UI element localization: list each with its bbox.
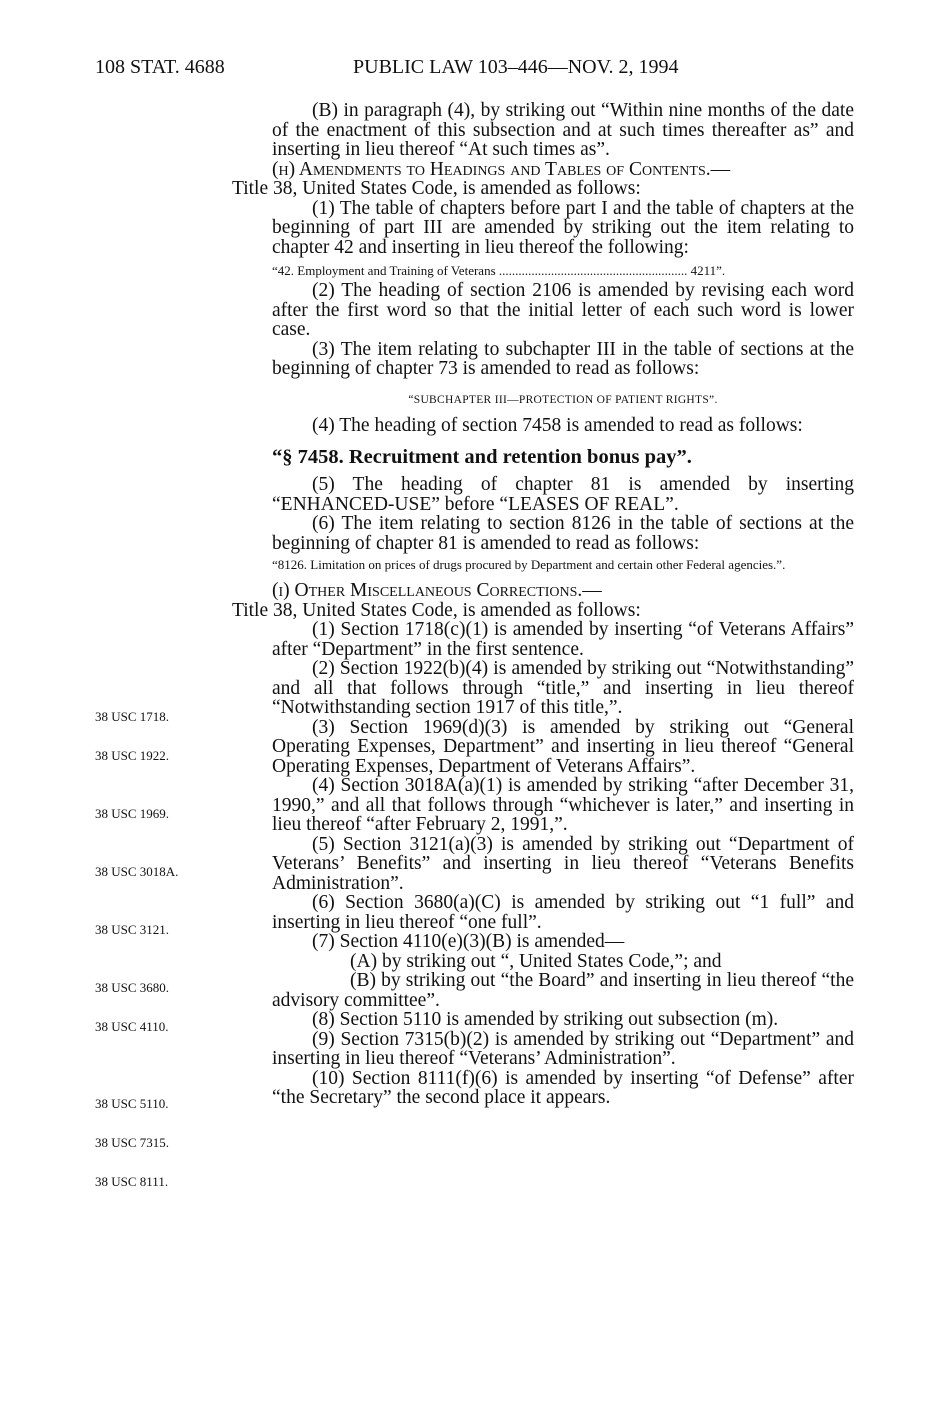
para-i1: (1) Section 1718(c)(1) is amended by inserting “of Veterans Affairs” after “Department” in the first sentence.: [272, 619, 854, 660]
page-header: [95, 56, 883, 86]
para-i7: (7) Section 4110(e)(3)(B) is amended—: [312, 931, 625, 952]
para-h6: (6) The item relating to section 8126 in the table of sections at the beginning of chapter 81 is amended to read as follows:: [272, 513, 854, 554]
margin-note: 38 USC 3680.: [95, 980, 170, 995]
margin-note: 38 USC 8111.: [95, 1174, 169, 1189]
para-i5: (5) Section 3121(a)(3) is amended by striking out “Department of Veterans’ Benefits” and inserting in lieu thereof “Veterans Benefits Administration”.: [272, 833, 854, 894]
para-i7b: (B) by striking out “the Board” and inserting in lieu thereof “the advisory committee”.: [272, 970, 854, 1011]
margin-note: 38 USC 4110.: [95, 1019, 169, 1034]
margin-note: 38 USC 3018A.: [95, 864, 179, 879]
para-b-paragraph-4: (B) in paragraph (4), by striking out “Within nine months of the date of the enactment of this subsection and at such times thereafter as” and inserting in lieu thereof “At such times as”.: [272, 100, 854, 160]
para-i6: (6) Section 3680(a)(C) is amended by striking out “1 full” and inserting in lieu thereof “one full”.: [272, 892, 854, 933]
section-h-intro: Title 38, United States Code, is amended as follows:: [232, 178, 641, 199]
section-i: [232, 581, 854, 601]
section-h-heading: (h) Amendments to Headings and Tables of Contents.—: [272, 158, 731, 180]
toc-item-42: “42. Employment and Training of Veterans .......................................................... 4211”.: [272, 263, 726, 278]
para-h2: (2) The heading of section 2106 is amended by revising each word after the first word so that the initial letter of each such word is lower case.: [272, 280, 854, 340]
para-i3: (3) Section 1969(d)(3) is amended by striking out “General Operating Expenses, Department” and inserting in lieu thereof “General Operating Expenses, Department of Veterans Affairs”.: [272, 716, 854, 777]
para-h1: (1) The table of chapters before part I and the table of chapters at the beginning of part III are amended by striking out the item relating to chapter 42 and inserting in lieu thereof the following:: [272, 197, 854, 258]
para-h4: (4) The heading of section 7458 is amended to read as follows:: [312, 415, 803, 436]
margin-note: 38 USC 5110.: [95, 1096, 169, 1111]
para-i8: (8) Section 5110 is amended by striking out subsection (m).: [312, 1009, 779, 1030]
para-i2: (2) Section 1922(b)(4) is amended by striking out “Notwithstanding” and all that follows through “title,” and inserting in lieu thereof “Notwithstanding section 1917 of this title,”.: [272, 658, 854, 718]
para-i9: (9) Section 7315(b)(2) is amended by striking out “Department” and inserting in lieu thereof “Veterans’ Administration”.: [272, 1028, 854, 1069]
para-i10: (10) Section 8111(f)(6) is amended by inserting “of Defense” after “the Secretary” the second place it appears.: [272, 1067, 854, 1108]
public-law-title: PUBLIC LAW 103–446—NOV. 2, 1994: [353, 56, 679, 78]
toc-item-8126: “8126. Limitation on prices of drugs procured by Department and certain other Federal agencies.”.: [272, 557, 786, 572]
para-h5: (5) The heading of chapter 81 is amended by inserting “ENHANCED-USE” before “LEASES OF REAL”.: [272, 474, 854, 515]
section-i-heading: (i) Other Miscellaneous Corrections.—: [272, 580, 602, 601]
section-i-intro: Title 38, United States Code, is amended as follows:: [232, 599, 641, 621]
section-h: [272, 160, 854, 180]
body-text: [232, 101, 854, 1108]
margin-note: 38 USC 1969.: [95, 806, 170, 821]
para-i4: (4) Section 3018A(a)(1) is amended by striking “after December 31, 1990,” and all that follows through “whichever is later,” and inserting in lieu thereof “after February 2, 1991,”.: [272, 775, 854, 835]
section-7458-heading: “§ 7458. Recruitment and retention bonus pay”.: [272, 445, 692, 468]
margin-note: 38 USC 1718.: [95, 709, 170, 724]
stat-page-number: 108 STAT. 4688: [95, 56, 225, 78]
margin-note: 38 USC 1922.: [95, 748, 170, 763]
para-h3: (3) The item relating to subchapter III in the table of sections at the beginning of chapter 73 is amended to read as follows:: [272, 338, 854, 379]
subchapter-iii-item: “SUBCHAPTER III—PROTECTION OF PATIENT RIGHTS”.: [408, 393, 718, 406]
margin-note: 38 USC 3121.: [95, 922, 170, 937]
margin-note: 38 USC 7315.: [95, 1135, 170, 1150]
para-i7a: (A) by striking out “, United States Code,”; and: [350, 950, 722, 972]
